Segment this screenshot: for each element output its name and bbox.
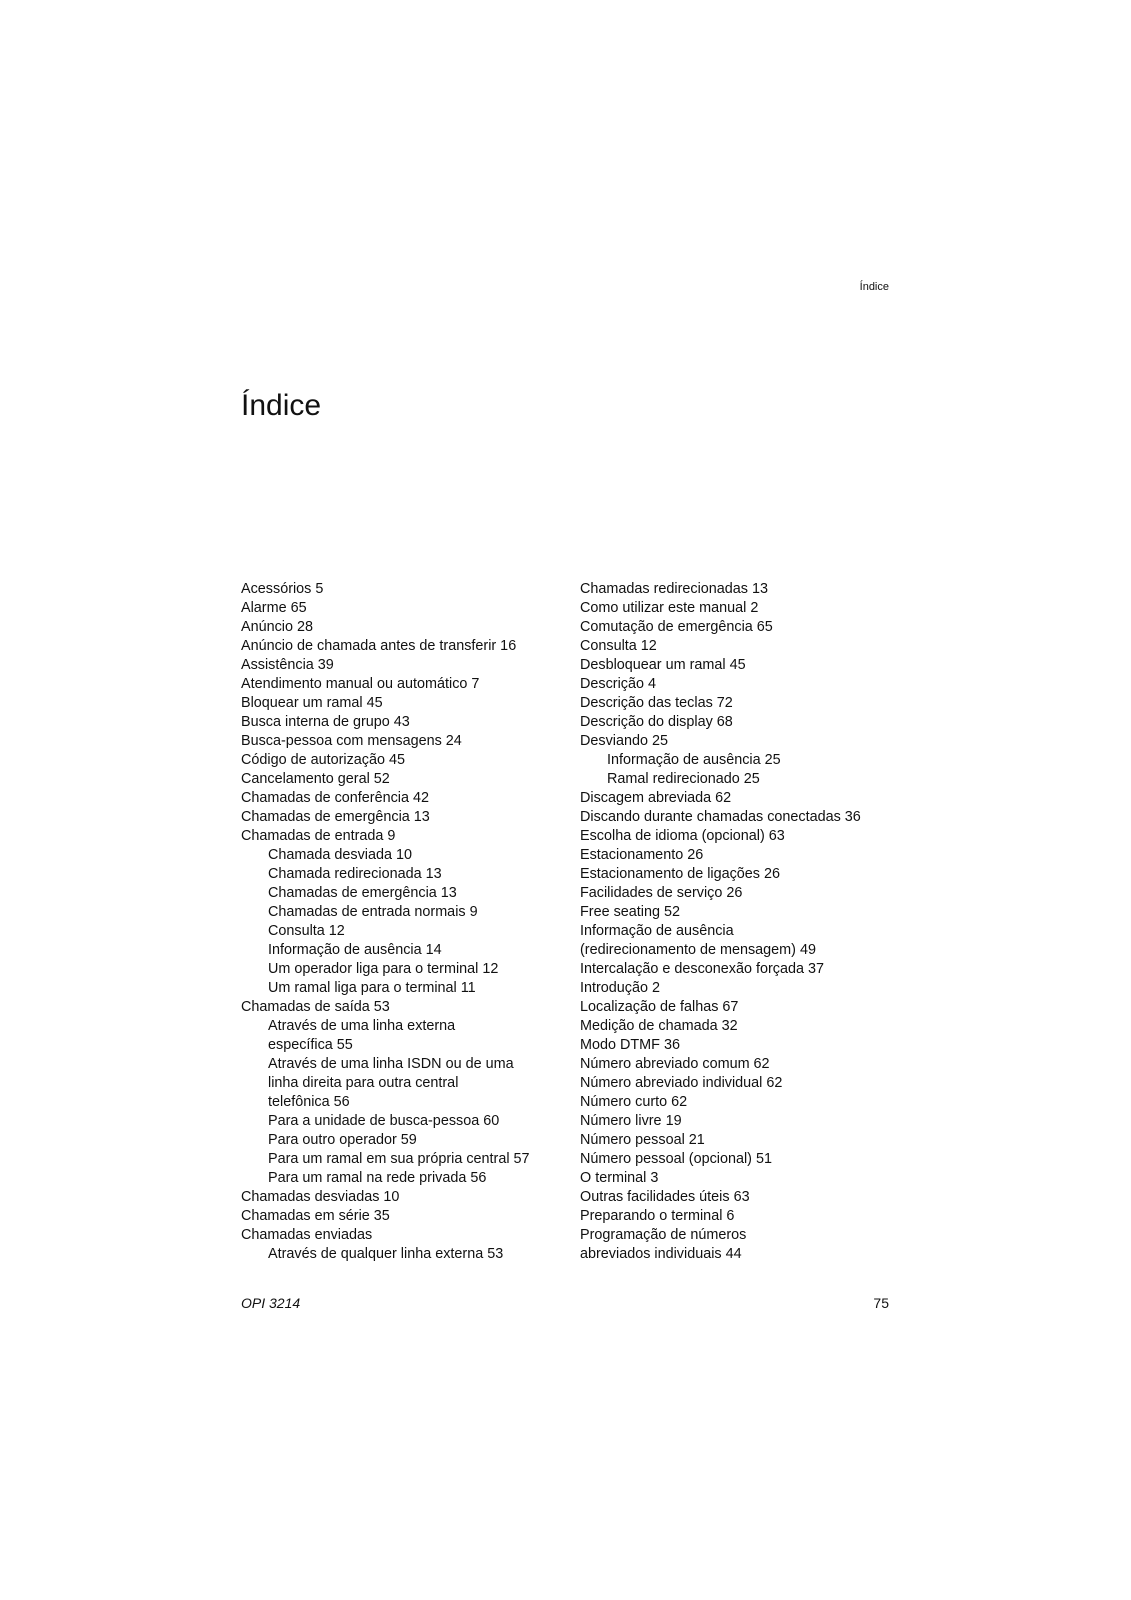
index-entry: Estacionamento 26	[580, 847, 704, 863]
index-subentry: Um operador liga para o terminal 12	[268, 961, 499, 977]
index-entry: Código de autorização 45	[241, 752, 406, 768]
index-subentry: Informação de ausência 25	[607, 752, 781, 768]
index-entry: Desbloquear um ramal 45	[580, 657, 746, 673]
index-subentry: Informação de ausência 14	[268, 942, 442, 958]
index-entry: Consulta 12	[580, 638, 657, 654]
index-entry: Atendimento manual ou automático 7	[241, 676, 480, 692]
index-subentry: Através de uma linha externa	[268, 1018, 456, 1034]
index-subentry: Chamadas de entrada normais 9	[268, 904, 478, 920]
index-entry: Chamadas em série 35	[241, 1208, 390, 1224]
index-entry: Modo DTMF 36	[580, 1037, 680, 1053]
index-entry: Chamadas redirecionadas 13	[580, 581, 768, 597]
index-subentry: Através de qualquer linha externa 53	[268, 1246, 504, 1262]
index-subentry: Para um ramal em sua própria central 57	[268, 1151, 530, 1167]
index-entry: Busca-pessoa com mensagens 24	[241, 733, 462, 749]
index-entry: Discagem abreviada 62	[580, 790, 732, 806]
index-entry: Medição de chamada 32	[580, 1018, 738, 1034]
index-entry: (redirecionamento de mensagem) 49	[580, 942, 816, 958]
index-entry: Acessórios 5	[241, 581, 324, 597]
index-entry: Chamadas desviadas 10	[241, 1189, 400, 1205]
index-entry: Estacionamento de ligações 26	[580, 866, 781, 882]
index-entry: Chamadas de conferência 42	[241, 790, 429, 806]
index-entry: Outras facilidades úteis 63	[580, 1189, 750, 1205]
index-subentry: Para a unidade de busca-pessoa 60	[268, 1113, 500, 1129]
index-entry: Chamadas enviadas	[241, 1227, 373, 1243]
index-column-left	[241, 580, 571, 1264]
index-entry: abreviados individuais 44	[580, 1246, 742, 1262]
index-subentry: Chamada desviada 10	[268, 847, 413, 863]
index-entry: Anúncio 28	[241, 619, 314, 635]
page-title: Índice	[241, 389, 322, 422]
index-entry: Assistência 39	[241, 657, 334, 673]
index-subentry: Através de uma linha ISDN ou de uma	[268, 1056, 514, 1072]
index-entry: Cancelamento geral 52	[241, 771, 390, 787]
index-entry: Chamadas de emergência 13	[241, 809, 430, 825]
index-subentry: Consulta 12	[268, 923, 345, 939]
index-subentry: Chamada redirecionada 13	[268, 866, 442, 882]
index-entry: Número pessoal 21	[580, 1132, 705, 1148]
index-column-right	[580, 580, 900, 1264]
index-entry: Busca interna de grupo 43	[241, 714, 410, 730]
index-entry: Facilidades de serviço 26	[580, 885, 743, 901]
index-entry: Chamadas de entrada 9	[241, 828, 396, 844]
index-subentry: Para um ramal na rede privada 56	[268, 1170, 487, 1186]
index-entry: Introdução 2	[580, 980, 661, 996]
index-subentry: telefônica 56	[268, 1094, 350, 1110]
index-entry: Anúncio de chamada antes de transferir 16	[241, 638, 517, 654]
index-entry: Escolha de idioma (opcional) 63	[580, 828, 785, 844]
index-entry: Número abreviado individual 62	[580, 1075, 783, 1091]
index-entry: Número abreviado comum 62	[580, 1056, 770, 1072]
index-entry: Free seating 52	[580, 904, 680, 920]
index-subentry: Chamadas de emergência 13	[268, 885, 457, 901]
index-entry: O terminal 3	[580, 1170, 659, 1186]
index-subentry: linha direita para outra central	[268, 1075, 459, 1091]
index-entry: Número livre 19	[580, 1113, 682, 1129]
index-entry: Discando durante chamadas conectadas 36	[580, 809, 861, 825]
index-subentry: Ramal redirecionado 25	[607, 771, 760, 787]
index-entry: Localização de falhas 67	[580, 999, 739, 1015]
index-entry: Número curto 62	[580, 1094, 688, 1110]
index-entry: Desviando 25	[580, 733, 669, 749]
index-entry: Alarme 65	[241, 600, 307, 616]
index-entry: Descrição 4	[580, 676, 656, 692]
index-entry: Intercalação e desconexão forçada 37	[580, 961, 825, 977]
index-subentry: específica 55	[268, 1037, 353, 1053]
index-entry: Chamadas de saída 53	[241, 999, 390, 1015]
index-entry: Número pessoal (opcional) 51	[580, 1151, 772, 1167]
footer-product-name: OPI 3214	[241, 1295, 301, 1311]
index-subentry: Um ramal liga para o terminal 11	[268, 980, 476, 996]
index-entry: Programação de números	[580, 1227, 747, 1243]
footer-page-number: 75	[873, 1295, 889, 1311]
index-entry: Descrição das teclas 72	[580, 695, 733, 711]
running-header: Índice	[859, 281, 889, 293]
index-entry: Preparando o terminal 6	[580, 1208, 735, 1224]
index-entry: Informação de ausência	[580, 923, 734, 939]
index-entry: Descrição do display 68	[580, 714, 733, 730]
index-entry: Comutação de emergência 65	[580, 619, 773, 635]
index-entry: Como utilizar este manual 2	[580, 600, 759, 616]
index-entry: Bloquear um ramal 45	[241, 695, 383, 711]
index-subentry: Para outro operador 59	[268, 1132, 417, 1148]
